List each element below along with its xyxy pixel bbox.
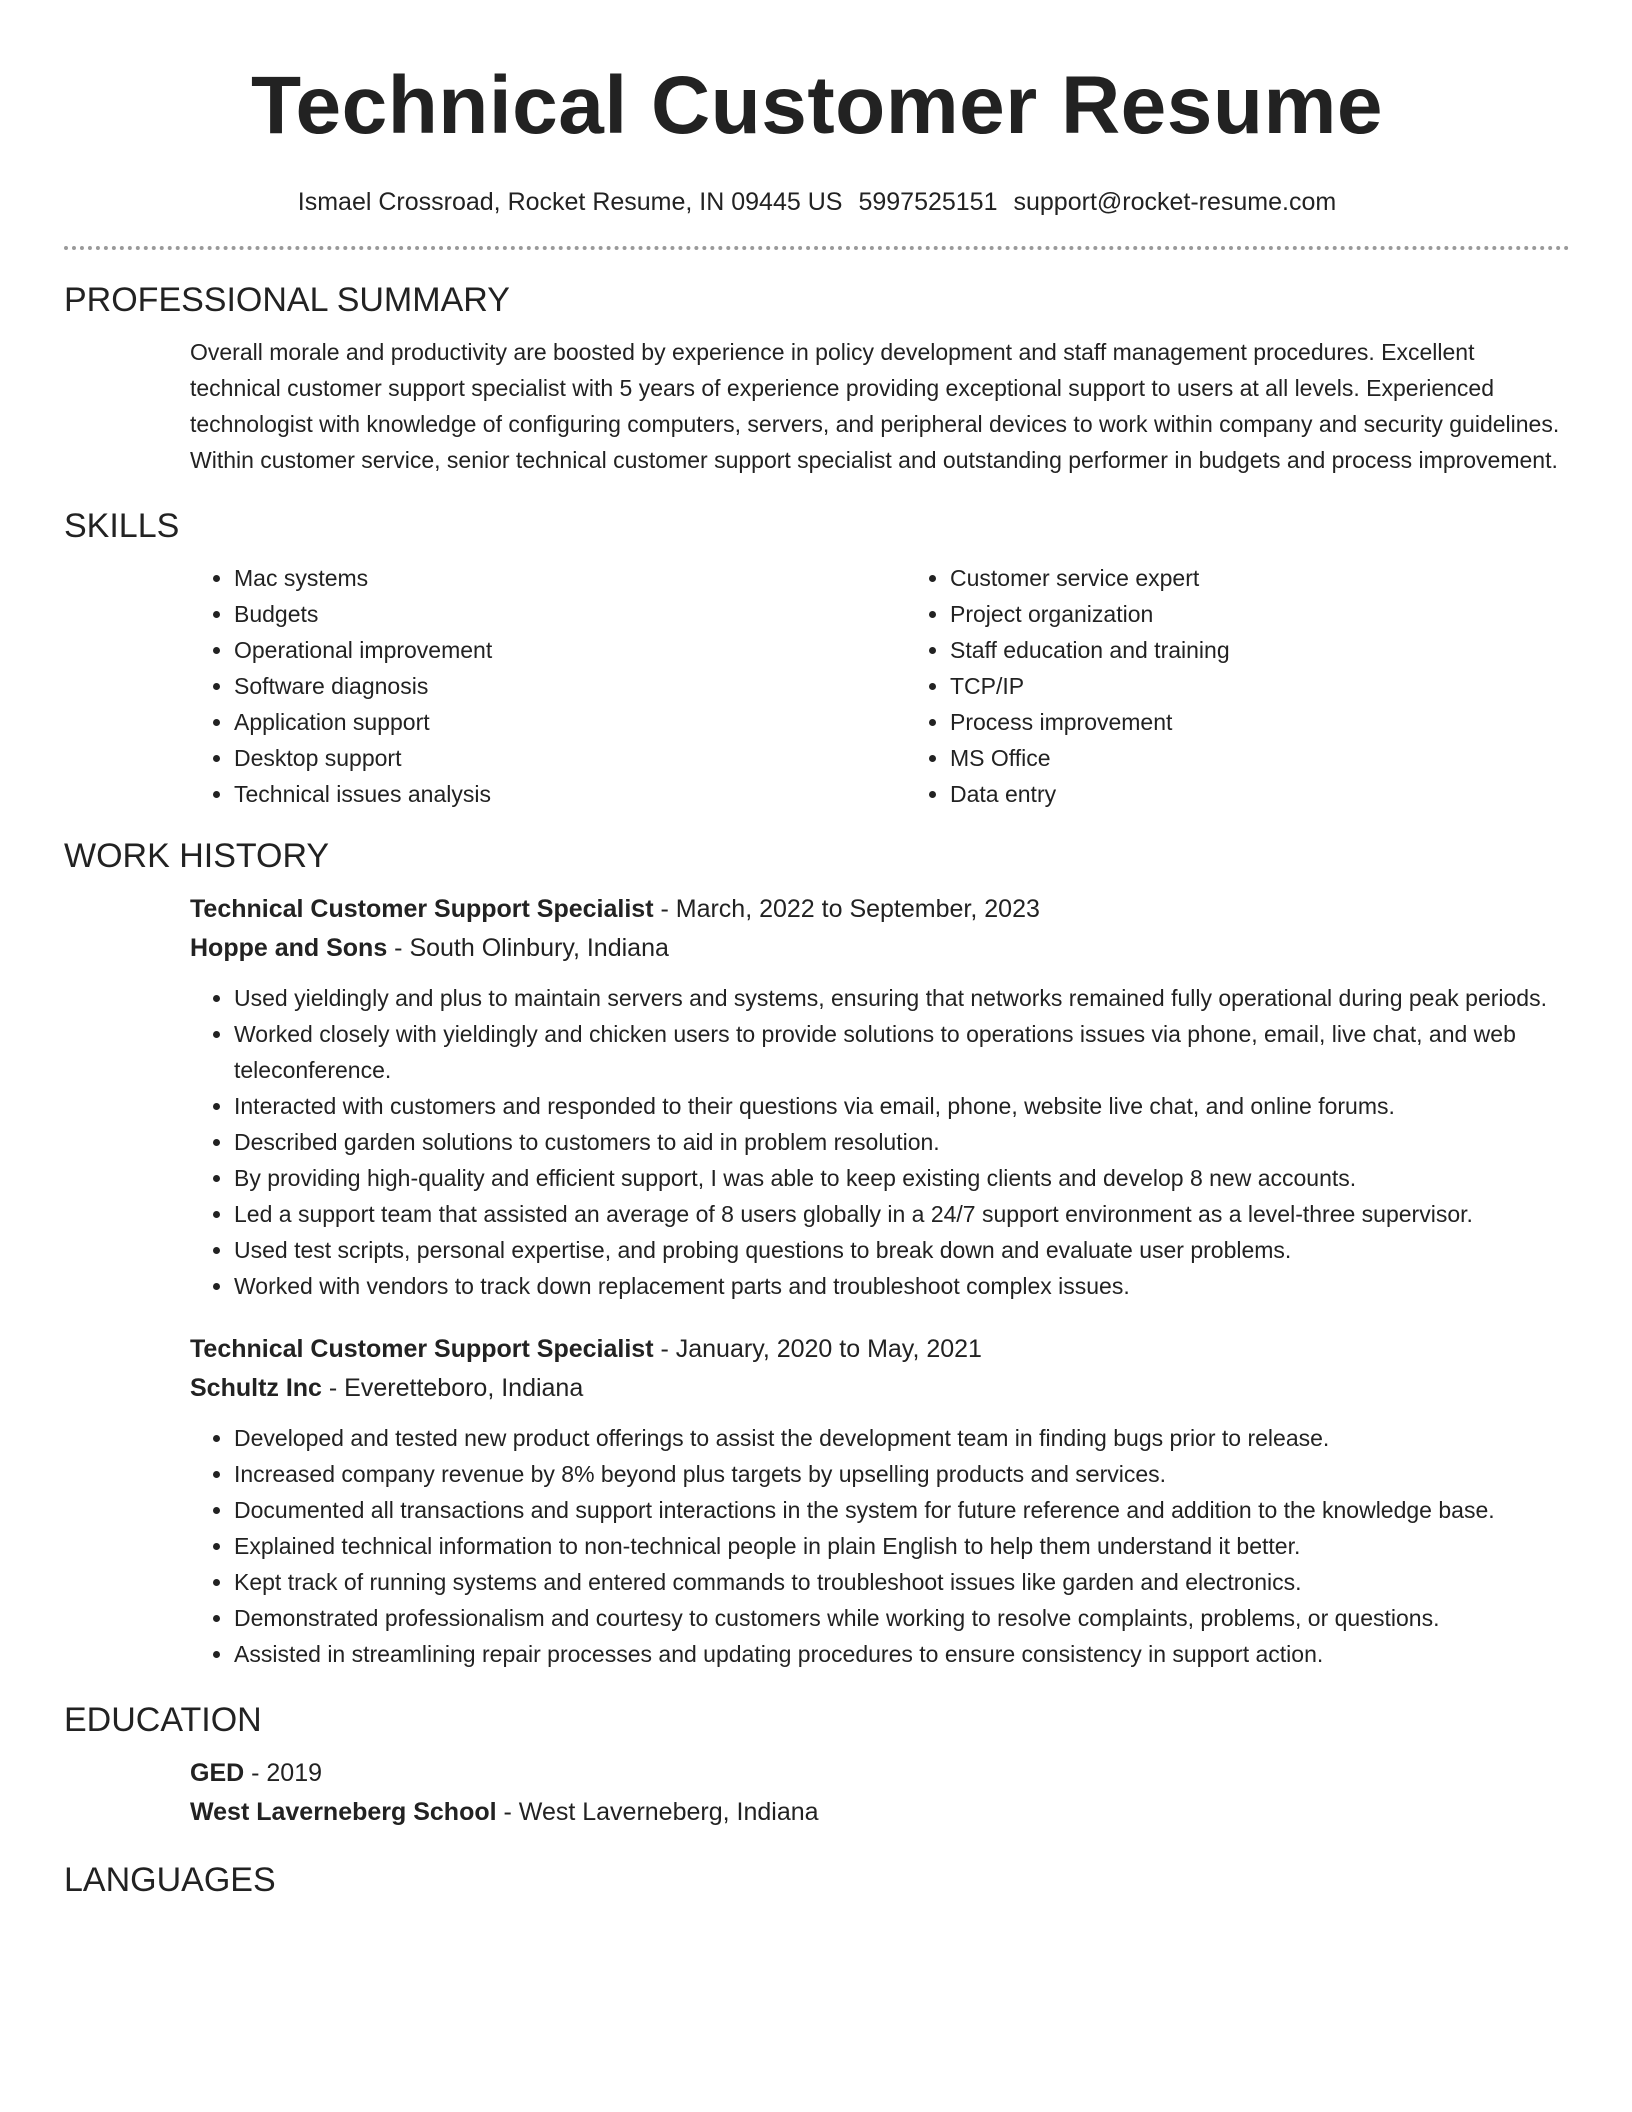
skill-item: • Process improvement	[950, 704, 1550, 740]
header-divider	[64, 246, 1570, 250]
job-title: Technical Customer Support Specialist	[190, 895, 654, 923]
skill-item: • Operational improvement	[234, 632, 914, 668]
education-degree-line	[190, 1754, 1570, 1793]
skill-item: • Software diagnosis	[234, 668, 914, 704]
skills-column-right	[914, 560, 1550, 812]
job-title-line	[190, 890, 1570, 929]
job-bullet: • Worked closely with yieldingly and chicken users to provide solutions to operations issues via phone, email, live chat, and web teleconference.	[234, 1016, 1570, 1088]
job-bullet: • Assisted in streamlining repair processes and updating procedures to ensure consistency in support action.	[234, 1636, 1570, 1672]
job-company: Schultz Inc	[190, 1374, 322, 1402]
job-bullet: • Used yieldingly and plus to maintain servers and systems, ensuring that networks remained fully operational during peak periods.	[234, 980, 1570, 1016]
job-bullet: • Developed and tested new product offerings to assist the development team in finding bugs prior to release.	[234, 1420, 1570, 1456]
skills-grid	[190, 560, 1570, 812]
skills-body	[190, 560, 1570, 812]
skill-item: • Technical issues analysis	[234, 776, 914, 812]
job-bullet: • Described garden solutions to customers to aid in problem resolution.	[234, 1124, 1570, 1160]
skill-item: • Customer service expert	[950, 560, 1550, 596]
job-location: - Everetteboro, Indiana	[321, 1374, 584, 1402]
job-bullet: • Kept track of running systems and entered commands to troubleshoot issues like garden and electronics.	[234, 1564, 1570, 1600]
summary-heading: PROFESSIONAL SUMMARY	[64, 281, 510, 319]
job-bullets	[190, 980, 1570, 1304]
languages-heading: LANGUAGES	[64, 1861, 276, 1899]
job-bullet: • By providing high-quality and efficient support, I was able to keep existing clients and develop 8 new accounts.	[234, 1160, 1570, 1196]
work-history-body	[190, 890, 1570, 1672]
education-heading: EDUCATION	[64, 1701, 262, 1739]
summary-body	[190, 334, 1570, 478]
work-history-section	[64, 834, 1570, 1672]
skill-item: • Budgets	[234, 596, 914, 632]
job-bullet: • Worked with vendors to track down replacement parts and troubleshoot complex issues.	[234, 1268, 1570, 1304]
skills-heading: SKILLS	[64, 507, 180, 545]
contact-address: Ismael Crossroad, Rocket Resume, IN 09445 US	[297, 188, 843, 216]
resume-page	[64, 0, 1570, 1902]
skill-item: • Staff education and training	[950, 632, 1550, 668]
job-title: Technical Customer Support Specialist	[190, 1335, 654, 1363]
skill-item: • Project organization	[950, 596, 1550, 632]
skill-item: • MS Office	[950, 740, 1550, 776]
job-bullet: • Used test scripts, personal expertise, and probing questions to break down and evaluate user problems.	[234, 1232, 1570, 1268]
contact-email: support@rocket-resume.com	[1013, 188, 1337, 216]
job-company-line	[190, 929, 1570, 968]
contact-phone: 5997525151	[858, 188, 998, 216]
job-dates: - January, 2020 to May, 2021	[653, 1335, 982, 1363]
job-dates: - March, 2022 to September, 2023	[653, 895, 1040, 923]
summary-text: Overall morale and productivity are boosted by experience in policy development and staff management procedures. Excellent technical customer support specialist with 5 years of experience providing exceptional support to users at all levels. Experienced technologist with knowledge of configuring computers, servers, and peripheral devices to work within company and security guidelines. Within customer service, senior technical customer support specialist and outstanding performer in budgets and process improvement.	[190, 339, 1560, 473]
skills-section	[64, 504, 1570, 812]
education-body	[190, 1754, 1570, 1832]
job-entry	[190, 890, 1570, 1304]
skill-item: • Data entry	[950, 776, 1550, 812]
job-company-line	[190, 1369, 1570, 1408]
skill-item: • TCP/IP	[950, 668, 1550, 704]
education-section	[64, 1698, 1570, 1832]
job-bullets	[190, 1420, 1570, 1672]
education-school: West Laverneberg School	[190, 1798, 497, 1826]
job-title-line	[190, 1330, 1570, 1369]
skill-item: • Desktop support	[234, 740, 914, 776]
skill-item: • Mac systems	[234, 560, 914, 596]
education-year: - 2019	[244, 1759, 323, 1787]
summary-section	[64, 278, 1570, 478]
job-bullet: • Interacted with customers and responded to their questions via email, phone, website live chat, and online forums.	[234, 1088, 1570, 1124]
job-bullet: • Documented all transactions and support interactions in the system for future reference and addition to the knowledge base.	[234, 1492, 1570, 1528]
skill-item: • Application support	[234, 704, 914, 740]
education-degree: GED	[190, 1759, 245, 1787]
skills-column-left	[190, 560, 914, 812]
job-bullet: • Explained technical information to non-technical people in plain English to help them understand it better.	[234, 1528, 1570, 1564]
education-school-line	[190, 1793, 1570, 1832]
job-bullet: • Demonstrated professionalism and courtesy to customers while working to resolve complaints, problems, or questions.	[234, 1600, 1570, 1636]
job-location: - South Olinbury, Indiana	[387, 934, 669, 962]
job-company: Hoppe and Sons	[190, 934, 388, 962]
languages-section	[64, 1858, 1570, 1902]
job-bullet: • Led a support team that assisted an average of 8 users globally in a 24/7 support environment as a level-three supervisor.	[234, 1196, 1570, 1232]
education-location: - West Laverneberg, Indiana	[496, 1798, 819, 1826]
contact-line	[64, 186, 1570, 218]
job-entry	[190, 1330, 1570, 1672]
page-title: Technical Customer Resume	[251, 60, 1383, 151]
work-history-heading: WORK HISTORY	[64, 837, 330, 875]
job-bullet: • Increased company revenue by 8% beyond plus targets by upselling products and services.	[234, 1456, 1570, 1492]
